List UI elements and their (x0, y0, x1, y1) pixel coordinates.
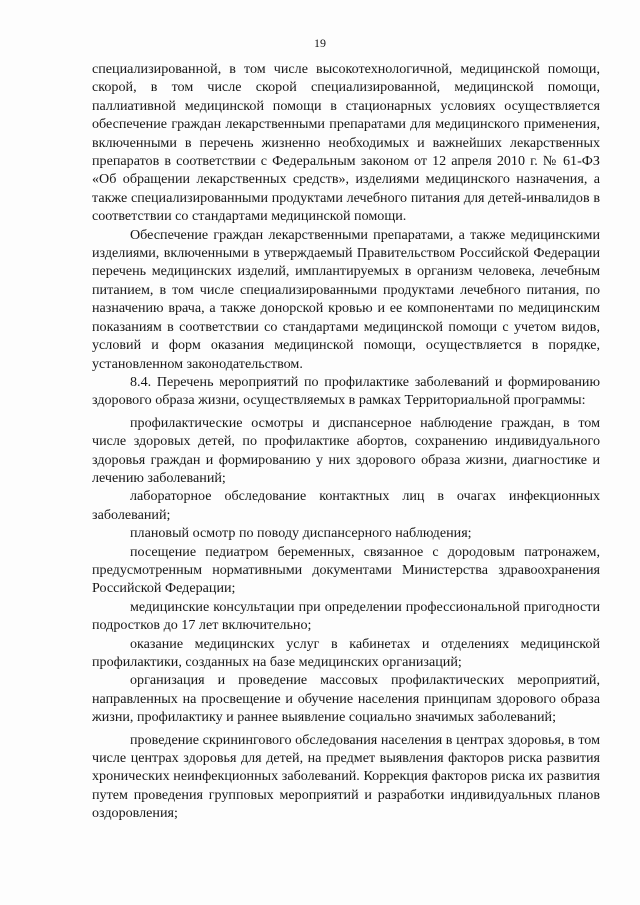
list-item-screening: проведение скринингового обследования населения в центрах здоровья, в том числе центрах здоровья для детей, на предмет выявления факторов риска развития хронических неинфекционных заболеваний. Коррекция факторов риска их развития путем проведения групповых мероприятий и разработки индивидуальных планов оздоровления; (92, 731, 600, 822)
document-body (92, 60, 600, 823)
list-item-contact-testing: лабораторное обследование контактных лиц в очагах инфекционных заболеваний; (92, 488, 600, 523)
section-heading-8-4: 8.4. Перечень мероприятий по профилактике заболеваний и формированию здорового образа жизни, осуществляемых в рамках Территориальной программы: (92, 373, 600, 409)
page-number: 19 (314, 36, 326, 50)
list-item-professional-consultation: медицинские консультации при определении профессиональной пригодности подростков до 17 лет включительно; (92, 598, 600, 634)
list-item-preventive-examinations: профилактические осмотры и диспансерное наблюдение граждан, в том числе здоровых детей, по профилактике абортов, сохранению индивидуального здоровья граждан и формированию у них здорового образа жизни, диагностике и лечению заболеваний; (92, 414, 600, 486)
paragraph-drug-provision: Обеспечение граждан лекарственными препаратами, а также медицинскими изделиями, включенными в утверждаемый Правительством Российской Федерации перечень медицинских изделий, имплантируемых в организм человека, лечебным питанием, в том числе специализированными продуктами лечебного питания, по назначению врача, а также донорской кровью и ее компонентами по медицинским показаниям в соответствии со стандартами медицинской помощи с учетом видов, условий и форм оказания медицинской помощи, осуществляется в порядке, установленном законодательством. (92, 226, 600, 372)
list-item-planned-checkup: плановый осмотр по поводу диспансерного наблюдения; (130, 525, 472, 542)
list-item-prevention-offices: оказание медицинских услуг в кабинетах и отделениях медицинской профилактики, созданных на базе медицинских организаций; (92, 635, 600, 670)
list-item-pediatric-visit: посещение педиатром беременных, связанное с дородовым патронажем, предусмотренным нормативными документами Министерства здравоохранения Российской Федерации; (92, 543, 600, 597)
list-item-mass-events: организация и проведение массовых профилактических мероприятий, направленных на просвещение и обучение населения принципам здорового образа жизни, профилактику и раннее выявление социально значимых заболеваний; (92, 672, 600, 726)
paragraph-medical-supply-continuation: специализированной, в том числе высокотехнологичной, медицинской помощи, скорой, в том числе скорой специализированной, медицинской помощи, паллиативной медицинской помощи в стационарных условиях осуществляется обеспечение граждан лекарственными препаратами для медицинского применения, включенными в перечень жизненно необходимых и важнейших лекарственных препаратов в соответствии с Федеральным законом от 12 апреля 2010 г. № 61-ФЗ «Об обращении лекарственных средств», изделиями медицинского назначения, а также специализированными продуктами лечебного питания для детей-инвалидов в соответствии со стандартами медицинской помощи. (92, 61, 600, 225)
